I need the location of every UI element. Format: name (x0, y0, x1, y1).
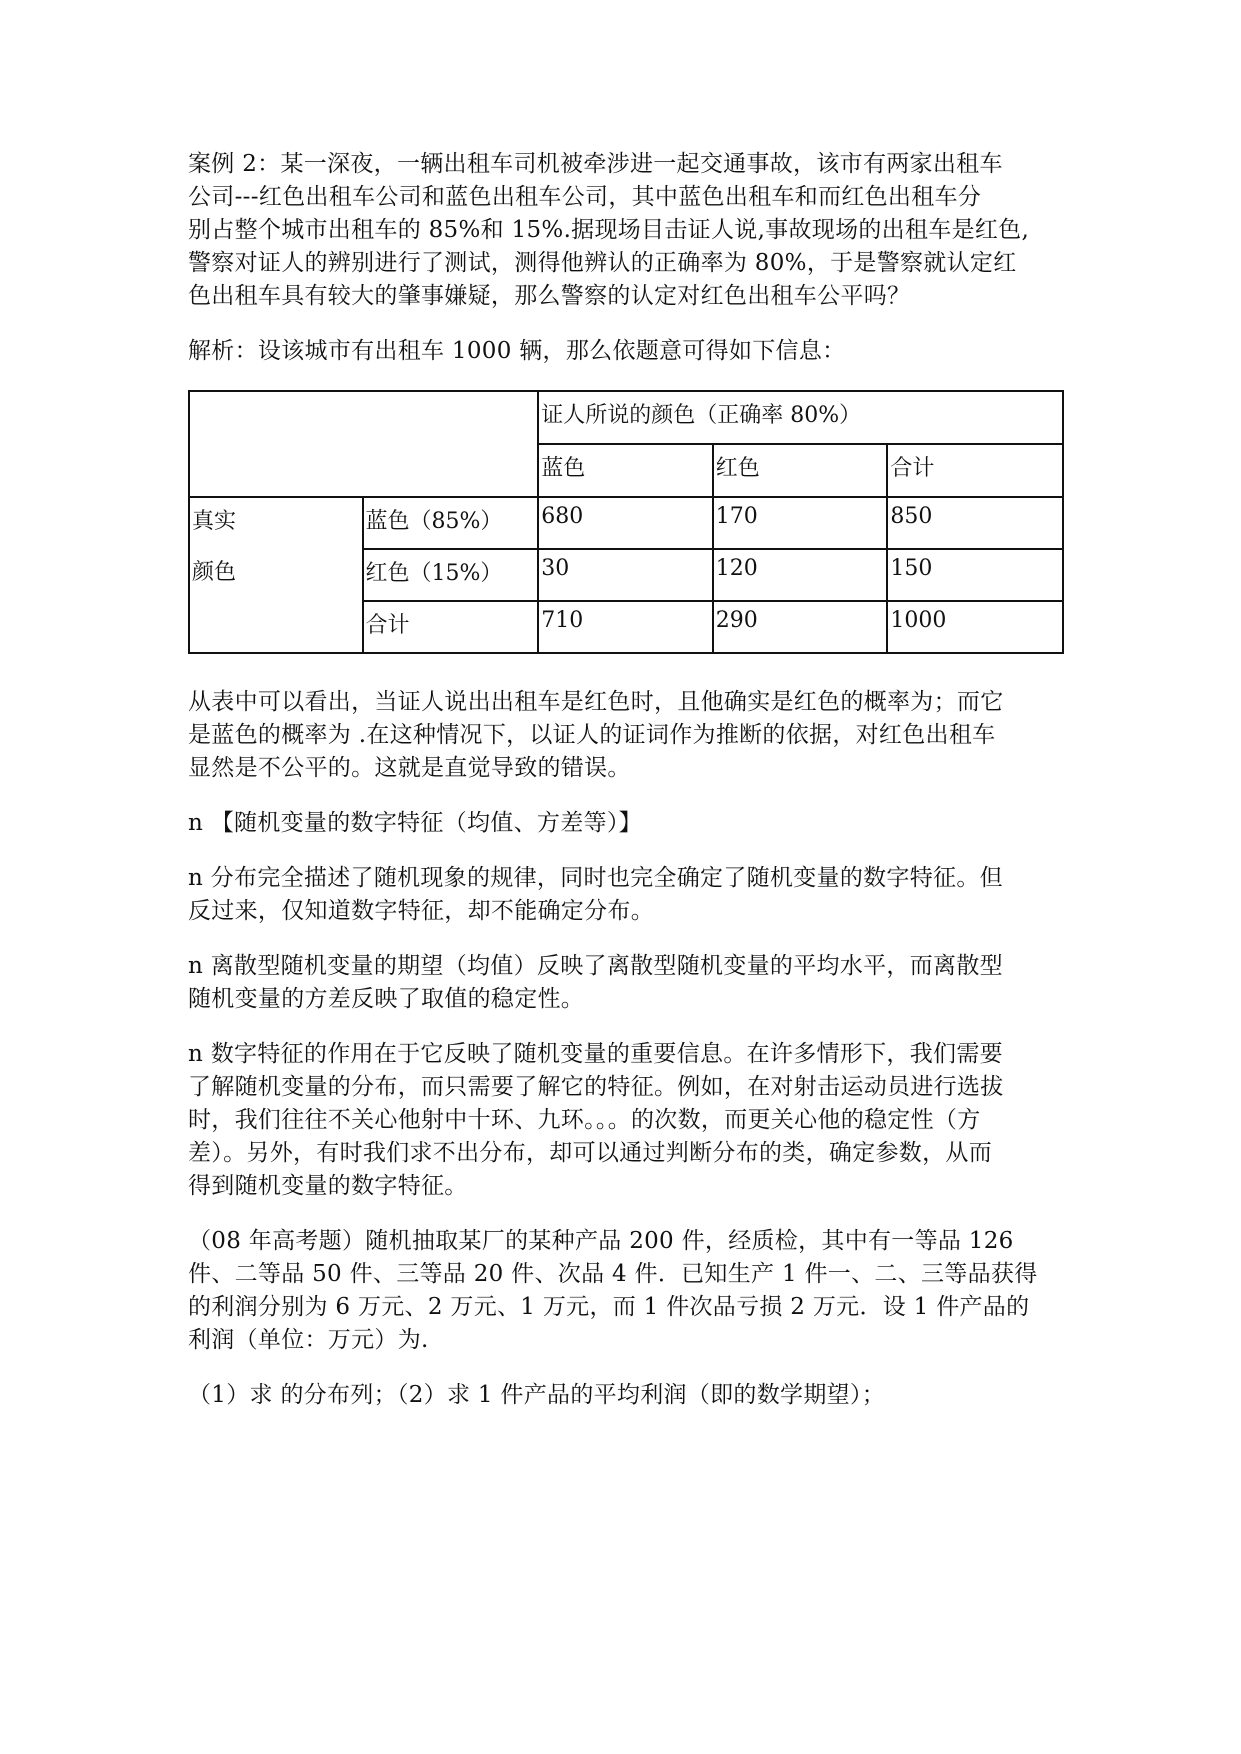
table-col-red: 红色 (713, 444, 888, 497)
table-cell: 30 (538, 549, 713, 601)
table-header-group: 证人所说的颜色（正确率 80%） (538, 391, 1063, 444)
case-paragraph (188, 148, 1068, 313)
text-line: n 【随机变量的数字特征（均值、方差等）】 (188, 810, 642, 836)
row-group-label-line1: 真实 (189, 497, 363, 549)
text-line: 色出租车具有较大的肇事嫌疑，那么警察的认定对红色出租车公平吗？ (188, 283, 911, 309)
text-line: 时，我们往往不关心他射中十环、九环。。。的次数，而更关心他的稳定性（方 (188, 1107, 981, 1133)
bullet-paragraph (188, 1038, 1068, 1203)
text-line: n 分布完全描述了随机现象的规律，同时也完全确定了随机变量的数字特征。但 (188, 865, 1003, 891)
text-line: 的利润分别为 6 万元、2 万元、1 万元，而 1 件次品亏损 2 万元．设 1 件产品的 (188, 1294, 1030, 1320)
taxi-color-table (188, 390, 1064, 654)
text-line: 反过来，仅知道数字特征，却不能确定分布。 (188, 898, 654, 924)
bullet-paragraph (188, 862, 1068, 928)
table-col-total: 合计 (887, 444, 1063, 497)
text-line: 从表中可以看出，当证人说出出租车是红色时，且他确实是红色的概率为；而它 (188, 689, 1004, 715)
text-line: 利润（单位：万元）为. (188, 1327, 429, 1353)
table-cell: 290 (713, 601, 888, 653)
text-line: 随机变量的方差反映了取值的稳定性。 (188, 986, 585, 1012)
text-line: 显然是不公平的。这就是直觉导致的错误。 (188, 755, 631, 781)
table-cell: 120 (713, 549, 888, 601)
text-line: 差）。另外，有时我们求不出分布，却可以通过判断分布的类，确定参数，从而 (188, 1140, 992, 1166)
table-row (189, 601, 1063, 653)
text-line: 了解随机变量的分布，而只需要了解它的特征。例如，在对射击运动员进行选拔 (188, 1074, 1004, 1100)
table-cell: 150 (887, 549, 1063, 601)
table-col-blue: 蓝色 (538, 444, 713, 497)
row-group-label-line2: 颜色 (189, 549, 363, 601)
text-line: 警察对证人的辨别进行了测试，测得他辨认的正确率为 80%，于是警察就认定红 (188, 250, 1017, 276)
table-row (189, 549, 1063, 601)
text-line: 案例 2：某一深夜，一辆出租车司机被牵涉进一起交通事故，该市有两家出租车 (188, 151, 1003, 177)
table-row (189, 497, 1063, 549)
text-line: n 数字特征的作用在于它反映了随机变量的重要信息。在许多情形下，我们需要 (188, 1041, 1003, 1067)
questions (188, 1379, 1068, 1412)
text-line: 公司---红色出租车公司和蓝色出租车公司，其中蓝色出租车和而红色出租车分 (188, 184, 982, 210)
table-cell: 170 (713, 497, 888, 549)
text-line: （1）求 的分布列；（2）求 1 件产品的平均利润（即的数学期望）； (188, 1382, 886, 1408)
text-line: 解析：设该城市有出租车 1000 辆，那么依题意可得如下信息： (188, 338, 846, 364)
conclusion-paragraph (188, 686, 1068, 785)
document-page (188, 148, 1068, 1434)
table-cell: 680 (538, 497, 713, 549)
bullet-paragraph (188, 950, 1068, 1016)
table-cell: 1000 (887, 601, 1063, 653)
table-cell: 850 (887, 497, 1063, 549)
text-line: 得到随机变量的数字特征。 (188, 1173, 468, 1199)
table-cell: 710 (538, 601, 713, 653)
row-label: 红色（15%） (363, 549, 539, 601)
table-corner-cell (189, 391, 538, 497)
text-line: 别占整个城市出租车的 85%和 15%.据现场目击证人说,事故现场的出租车是红色, (188, 217, 1030, 243)
row-group-blank (189, 601, 363, 653)
text-line: n 离散型随机变量的期望（均值）反映了离散型随机变量的平均水平，而离散型 (188, 953, 1003, 979)
analysis-intro (188, 335, 1068, 368)
section-heading (188, 807, 1068, 840)
row-label: 合计 (363, 601, 539, 653)
exam-problem (188, 1225, 1068, 1357)
text-line: 是蓝色的概率为 .在这种情况下，以证人的证词作为推断的依据，对红色出租车 (188, 722, 996, 748)
row-label: 蓝色（85%） (363, 497, 539, 549)
text-line: 件、二等品 50 件、三等品 20 件、次品 4 件．已知生产 1 件一、二、三等品获得 (188, 1261, 1038, 1287)
text-line: （08 年高考题）随机抽取某厂的某种产品 200 件，经质检，其中有一等品 126 (188, 1228, 1014, 1254)
